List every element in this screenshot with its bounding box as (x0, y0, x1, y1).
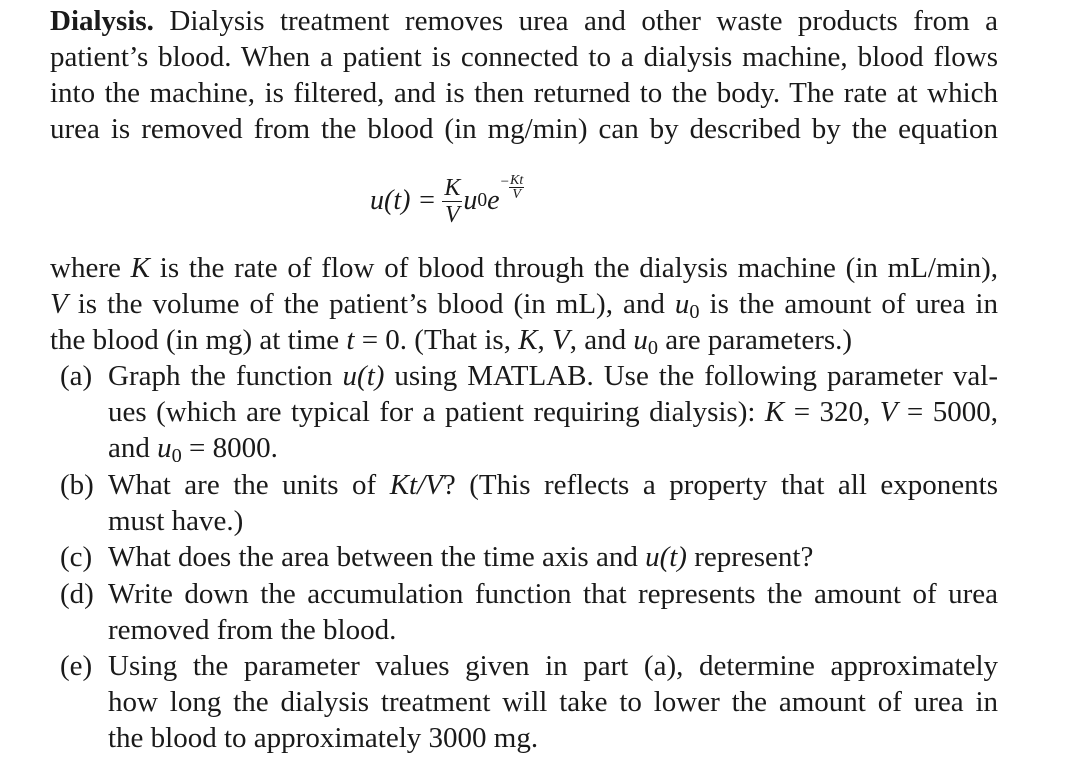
item-e-line3: the blood to approximately 3000 mg. (108, 722, 539, 754)
text-fragment: is the rate of flow of blood through the dialysis machine (in mL/min), (149, 252, 999, 284)
text-fragment: is the volume of the patient’s blood (in mL), and (67, 288, 675, 320)
item-e-line2: how long the dialysis treatment will take to lower the amount of urea in (108, 686, 998, 718)
text-fragment: What are the units of (108, 469, 390, 501)
text-fragment: are parameters.) (658, 324, 853, 356)
paragraph2-line3 (50, 322, 852, 358)
item-a-label: (a) (60, 360, 93, 392)
exp-base: e (487, 185, 500, 216)
text-fragment: u(t) (342, 360, 385, 392)
item-a-line3 (108, 430, 278, 466)
u0-base: u (463, 185, 478, 216)
text-fragment: 0 (689, 301, 700, 324)
text-fragment: t (346, 324, 355, 356)
item-d-label: (d) (60, 578, 94, 610)
item-e-line1: Using the parameter values given in part (a), determine approximately (108, 650, 998, 682)
text-fragment: is the amount of urea in (699, 288, 998, 320)
paragraph1-line4: urea is removed from the blood (in mg/min) can by described by the equation (50, 113, 998, 145)
text-fragment: ? (This reflects a property that all exponents (442, 469, 999, 501)
text-fragment: Kt/V (389, 469, 443, 501)
text-fragment: K (518, 324, 538, 356)
urea-equation: u(t) = $\frac{K}{V}$ u 0 e − $\frac{Kt}{V}$ (370, 172, 524, 228)
problem-title: Dialysis. (50, 5, 154, 37)
exponent-numerator: Kt (510, 172, 524, 188)
text-fragment: = 8000. (181, 432, 278, 464)
text-fragment: K (764, 396, 785, 428)
text-fragment: 0 (647, 337, 659, 360)
text-fragment: = 320, (784, 396, 880, 428)
paragraph1-text-1: Dialysis treatment removes urea and other waste products from a (169, 5, 998, 37)
paragraph2-line1 (50, 250, 998, 286)
text-fragment: V (552, 324, 570, 356)
equation-exponent (501, 174, 525, 201)
text-fragment: What does the area between the time axis and (108, 541, 646, 573)
equation-fraction (442, 175, 462, 228)
text-fragment: u (674, 288, 690, 320)
text-fragment: , (537, 324, 553, 356)
text-fragment: 0 (171, 445, 182, 468)
item-a-line1 (108, 358, 998, 394)
item-a-line2 (108, 394, 998, 430)
exponent-fraction (509, 174, 524, 201)
item-b-label: (b) (60, 469, 94, 501)
text-fragment: = 5000, (897, 396, 999, 428)
item-b-line2: must have.) (108, 505, 244, 537)
paragraph1-line1 (50, 3, 998, 39)
item-c-label: (c) (60, 541, 93, 573)
exponent-denominator: V (512, 186, 521, 202)
text-fragment: represent? (686, 541, 814, 573)
text-fragment: = 0. (That is, (354, 324, 519, 356)
text-fragment: V (879, 396, 898, 428)
item-d-line1: Write down the accumulation function that represents the amount of urea (108, 578, 998, 610)
text-fragment: u(t) (645, 541, 687, 573)
text-fragment: K (130, 252, 150, 284)
item-d-line2: removed from the blood. (108, 614, 397, 646)
paragraph2-line2 (50, 286, 998, 322)
item-e-label: (e) (60, 650, 93, 682)
fraction-denominator: V (445, 201, 460, 228)
item-b-line1 (108, 467, 998, 503)
text-fragment: V (50, 288, 68, 320)
text-fragment: Graph the function (108, 360, 343, 392)
text-fragment: u (157, 432, 172, 464)
equation-lhs: u(t) = (370, 185, 437, 216)
paragraph1-line2: patient’s blood. When a patient is connected to a dialysis machine, blood flows (50, 41, 998, 73)
text-fragment: where (50, 252, 131, 284)
text-fragment: using MATLAB. Use the following parameter val- (384, 360, 998, 392)
exponent-minus: − (500, 173, 510, 190)
paragraph1-line3: into the machine, is filtered, and is then returned to the body. The rate at which (50, 77, 998, 109)
fraction-numerator: K (444, 174, 461, 201)
text-fragment: , and (569, 324, 634, 356)
text-fragment: u (633, 324, 648, 356)
item-c-line1 (108, 539, 813, 575)
text-fragment: and (108, 432, 158, 464)
text-fragment: the blood (in mg) at time (50, 324, 347, 356)
text-fragment: ues (which are typical for a patient requiring dialysis): (108, 396, 765, 428)
